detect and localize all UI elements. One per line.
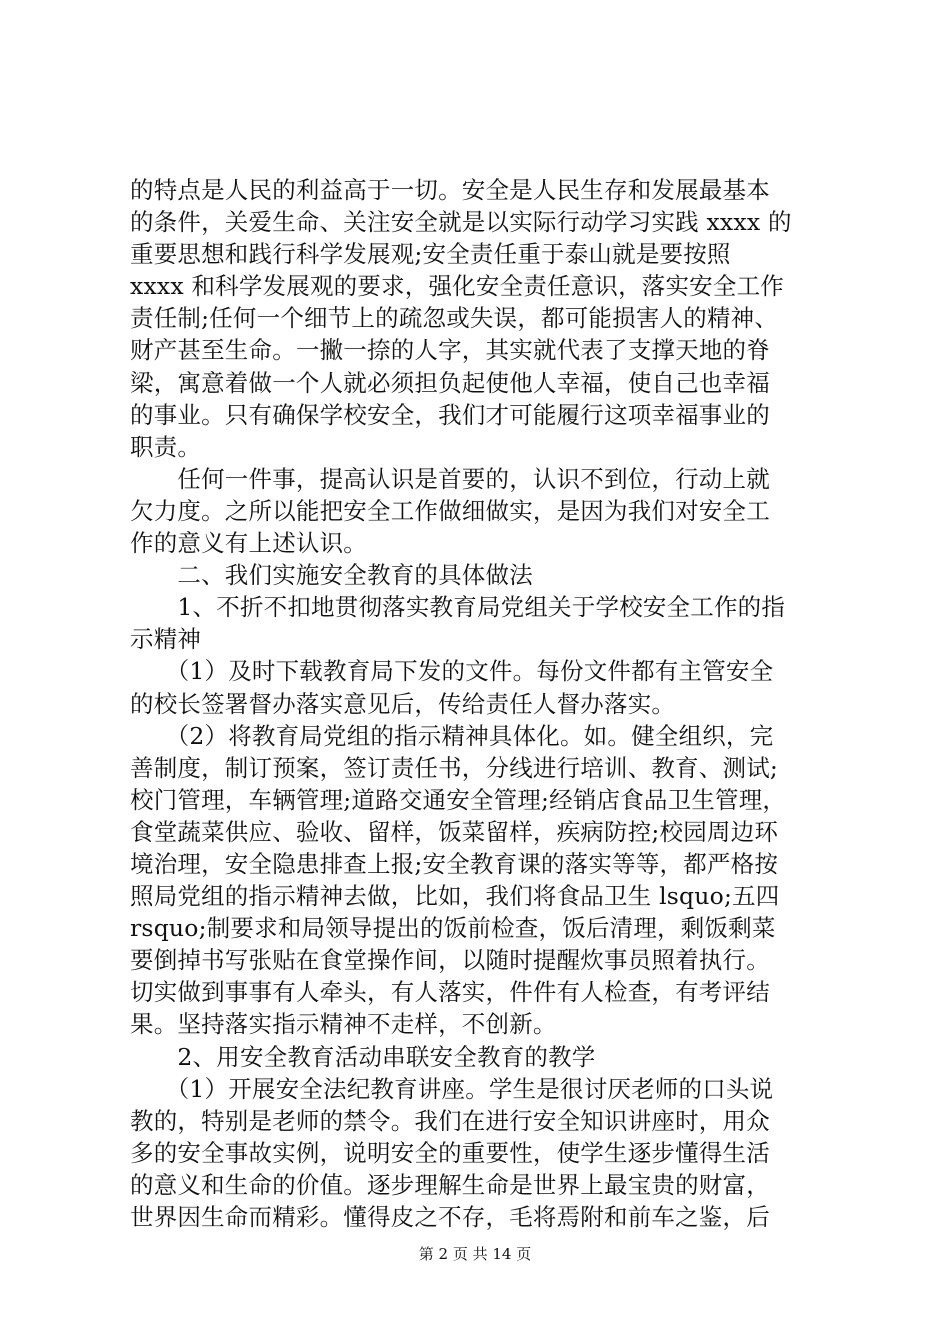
text-line: 要倒掉书写张贴在食堂操作间，以随时提醒炊事员照着执行。 bbox=[130, 946, 770, 975]
page-number-footer: 第 2 页 共 14 页 bbox=[418, 1245, 532, 1263]
text-line: 的特点是人民的利益高于一切。安全是人民生存和发展最基本 bbox=[130, 176, 770, 204]
document-body bbox=[130, 174, 830, 1233]
text-line: rsquo;制要求和局领导提出的饭前检查，饭后清理，剩饭剩菜 bbox=[130, 914, 776, 943]
text-line: 世界因生命而精彩。懂得皮之不存，毛将焉附和前车之鉴，后 bbox=[130, 1203, 770, 1231]
text-line: 境治理，安全隐患排查上报;安全教育课的落实等等，都严格按 bbox=[130, 849, 779, 878]
text-line: 食堂蔬菜供应、验收、留样，饭菜留样，疾病防控;校园周边环 bbox=[130, 817, 779, 846]
text-line: 的条件，关爱生命、关注安全就是以实际行动学习实践 xxxx 的 bbox=[130, 208, 792, 237]
text-line: 责任制;任何一个细节上的疏忽或失误，都可能损害人的精神、 bbox=[130, 304, 779, 333]
text-line: 财产甚至生命。一撇一捺的人字，其实就代表了支撑天地的脊 bbox=[130, 336, 770, 365]
text-line: （2）将教育局党组的指示精神具体化。如。健全组织，完 bbox=[130, 721, 774, 750]
text-line: 照局党组的指示精神去做，比如，我们将食品卫生 lsquo;五四 bbox=[130, 882, 780, 911]
text-line: 切实做到事事有人牵头，有人落实，件件有人检查，有考评结 bbox=[130, 978, 770, 1007]
text-line: 果。坚持落实指示精神不走样，不创新。 bbox=[130, 1010, 557, 1039]
text-line: 多的安全事故实例，说明安全的重要性，使学生逐步懂得生活 bbox=[130, 1138, 770, 1167]
text-line: 善制度，制订预案，签订责任书，分线进行培训、教育、测试; bbox=[130, 753, 779, 782]
text-line: 作的意义有上述认识。 bbox=[130, 529, 367, 558]
text-line: 的意义和生命的价值。逐步理解生命是世界上最宝贵的财富， bbox=[130, 1170, 770, 1199]
section-heading: 二、我们实施安全教育的具体做法 bbox=[130, 561, 533, 590]
text-line: 1、不折不扣地贯彻落实教育局党组关于学校安全工作的指 bbox=[130, 593, 786, 622]
text-line: （1）及时下载教育局下发的文件。每份文件都有主管安全 bbox=[130, 657, 774, 686]
section-heading: 2、用安全教育活动串联安全教育的教学 bbox=[130, 1042, 596, 1071]
text-line: 的校长签署督办落实意见后，传给责任人督办落实。 bbox=[130, 689, 676, 718]
text-line: xxxx 和科学发展观的要求，强化安全责任意识，落实安全工作 bbox=[130, 272, 784, 301]
text-line: （1）开展安全法纪教育讲座。学生是很讨厌老师的口头说 bbox=[130, 1074, 774, 1103]
text-line: 职责。 bbox=[130, 432, 202, 461]
text-line: 重要思想和践行科学发展观;安全责任重于泰山就是要按照 bbox=[130, 240, 731, 269]
text-line: 欠力度。之所以能把安全工作做细做实，是因为我们对安全工 bbox=[130, 496, 770, 525]
text-line: 教的，特别是老师的禁令。我们在进行安全知识讲座时，用众 bbox=[130, 1106, 770, 1135]
text-line: 校门管理，车辆管理;道路交通安全管理;经销店食品卫生管理， bbox=[130, 785, 787, 814]
text-line: 任何一件事，提高认识是首要的，认识不到位，行动上就 bbox=[130, 464, 770, 493]
text-line: 的事业。只有确保学校安全，我们才可能履行这项幸福事业的 bbox=[130, 400, 770, 429]
text-line: 梁，寓意着做一个人就必须担负起使他人幸福，使自己也幸福 bbox=[130, 368, 770, 397]
text-line: 示精神 bbox=[130, 625, 202, 654]
